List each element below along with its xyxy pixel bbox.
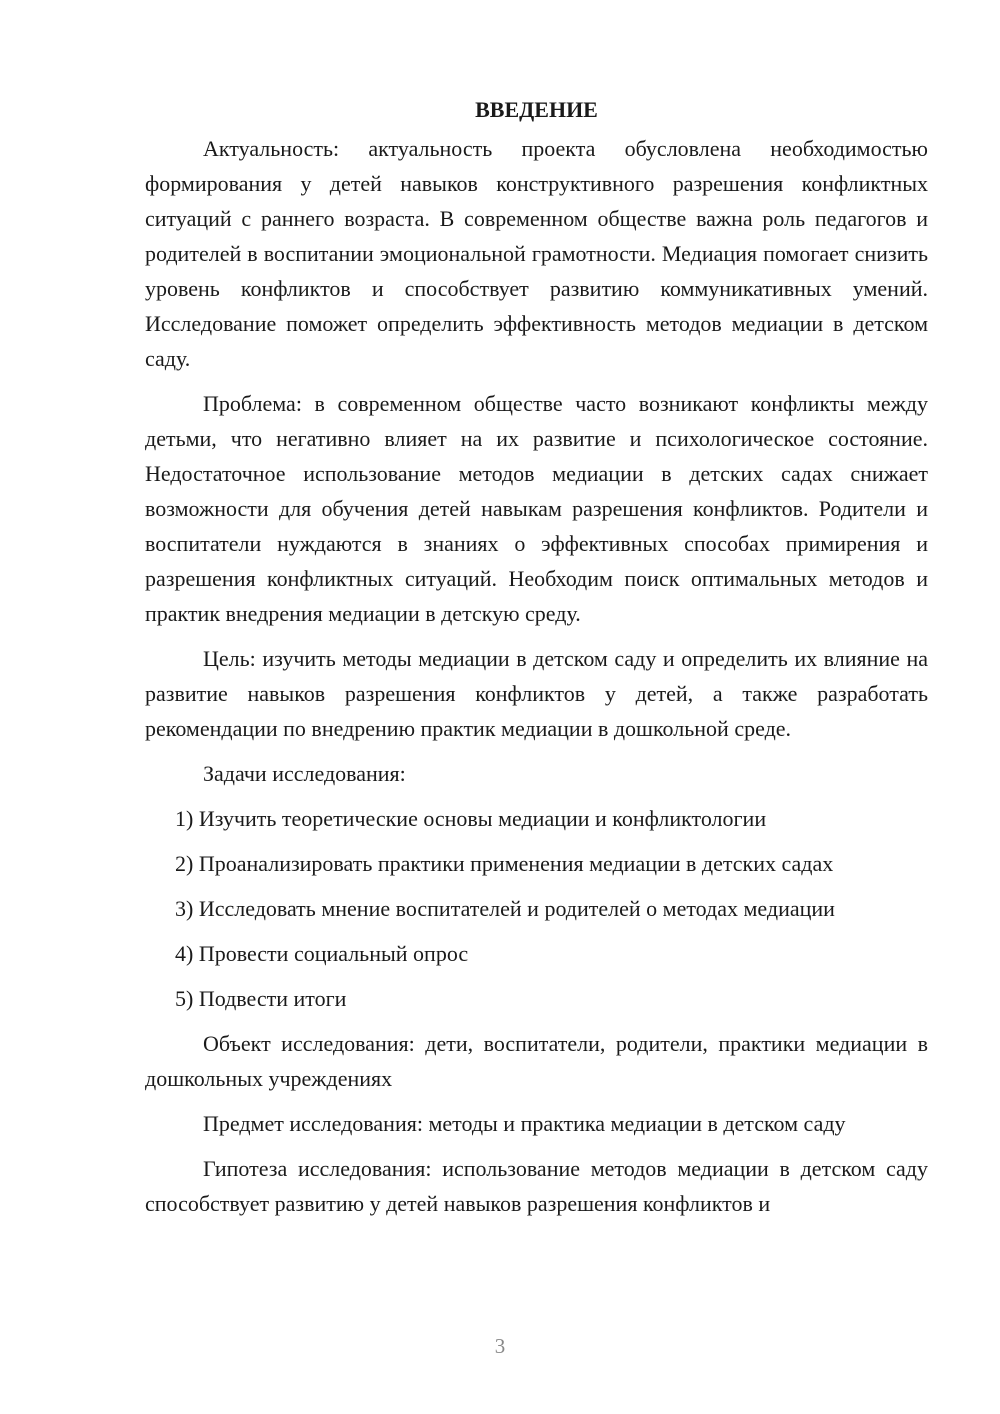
document-page: [145, 95, 928, 1231]
relevance-paragraph: Актуальность: актуальность проекта обусловлена необходимостью формирования у детей навыков конструктивного разрешения конфликтных ситуаций с раннего возраста. В современном обществе важна роль педагогов и родителей в воспитании эмоциональной грамотности. Медиация помогает снизить уровень конфликтов и способствует развитию коммуникативных умений. Исследование поможет определить эффективность методов медиации в детском саду.: [145, 136, 928, 371]
list-item: 1) Изучить теоретические основы медиации и конфликтологии: [175, 806, 767, 831]
list-item: 4) Провести социальный опрос: [175, 941, 469, 966]
tasks-heading: Задачи исследования:: [203, 761, 406, 786]
tasks-list: [145, 801, 928, 1016]
section-title: ВВЕДЕНИЕ: [475, 97, 598, 122]
problem-paragraph: Проблема: в современном обществе часто возникают конфликты между детьми, что негативно влияет на их развитие и психологическое состояние. Недостаточное использование методов медиации в детских садах снижает возможности для обучения детей навыкам разрешения конфликтов. Родители и воспитатели нуждаются в знаниях о эффективных способах примирения и разрешения конфликтных ситуаций. Необходим поиск оптимальных методов и практик внедрения медиации в детскую среду.: [145, 391, 928, 626]
list-item: 5) Подвести итоги: [175, 986, 347, 1011]
goal-paragraph: Цель: изучить методы медиации в детском саду и определить их влияние на развитие навыков разрешения конфликтов у детей, а также разработать рекомендации по внедрению практик медиации в дошкольной среде.: [145, 646, 928, 741]
list-item: 3) Исследовать мнение воспитателей и родителей о методах медиации: [175, 896, 835, 921]
object-paragraph: Объект исследования: дети, воспитатели, родители, практики медиации в дошкольных учреждениях: [145, 1031, 928, 1091]
list-item: 2) Проанализировать практики применения медиации в детских садах: [175, 851, 834, 876]
hypothesis-paragraph: Гипотеза исследования: использование методов медиации в детском саду способствует развитию у детей навыков разрешения конфликтов и: [145, 1156, 928, 1216]
page-number: 3: [494, 1334, 506, 1358]
subject-paragraph: Предмет исследования: методы и практика медиации в детском саду: [203, 1111, 846, 1136]
